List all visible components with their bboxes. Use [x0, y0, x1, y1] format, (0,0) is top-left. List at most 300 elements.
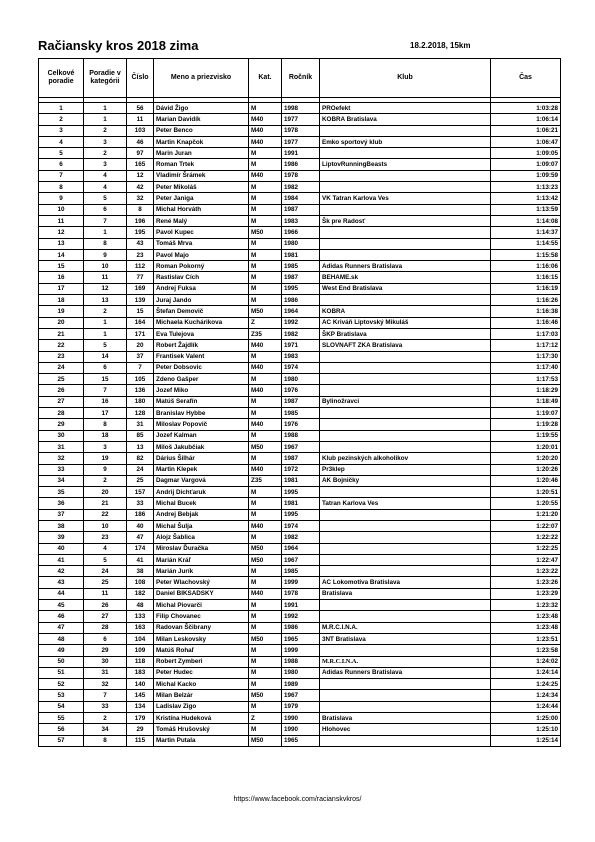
cell-bib-number: 20	[127, 340, 154, 351]
table-row	[39, 566, 561, 577]
cell-runner-name: Andrej Bebjak	[154, 509, 249, 520]
cell-runner-name: Robert Žajdlík	[154, 340, 249, 351]
cell-category: M40	[249, 125, 282, 136]
cell-finish-time: 1:23:58	[491, 645, 561, 656]
table-row	[39, 204, 561, 215]
table-row	[39, 713, 561, 724]
cell-birth-year: 1987	[282, 272, 320, 283]
cell-overall-rank: 51	[39, 667, 84, 678]
table-row	[39, 125, 561, 136]
cell-birth-year: 1977	[282, 136, 320, 147]
cell-overall-rank: 13	[39, 238, 84, 249]
cell-finish-time: 1:03:28	[491, 103, 561, 114]
table-row	[39, 453, 561, 464]
table-row	[39, 295, 561, 306]
cell-category-rank: 15	[84, 374, 127, 385]
table-row	[39, 272, 561, 283]
cell-runner-name: Andrej Fuksa	[154, 283, 249, 294]
table-row	[39, 306, 561, 317]
cell-runner-name: Rastislav Cích	[154, 272, 249, 283]
cell-club: Emko sportový klub	[320, 136, 491, 147]
cell-category-rank: 24	[84, 566, 127, 577]
cell-overall-rank: 23	[39, 351, 84, 362]
cell-club	[320, 487, 491, 498]
cell-bib-number: 41	[127, 554, 154, 565]
cell-bib-number: 11	[127, 114, 154, 125]
cell-bib-number: 31	[127, 419, 154, 430]
cell-finish-time: 1:23:26	[491, 577, 561, 588]
cell-overall-rank: 11	[39, 215, 84, 226]
cell-category-rank: 2	[84, 713, 127, 724]
cell-category-rank: 20	[84, 487, 127, 498]
cell-category: M	[249, 656, 282, 667]
cell-runner-name: Martin Putala	[154, 735, 249, 746]
cell-category-rank: 12	[84, 283, 127, 294]
cell-birth-year: 1978	[282, 170, 320, 181]
cell-category: M	[249, 509, 282, 520]
cell-category-rank: 8	[84, 735, 127, 746]
cell-category: M	[249, 679, 282, 690]
cell-club	[320, 690, 491, 701]
cell-finish-time: 1:13:42	[491, 193, 561, 204]
cell-birth-year: 1982	[282, 532, 320, 543]
column-header-category-rank: Poradie v kategórii	[84, 59, 127, 98]
cell-finish-time: 1:24:25	[491, 679, 561, 690]
cell-club: AK Bojničky	[320, 475, 491, 486]
table-row	[39, 362, 561, 373]
cell-birth-year: 1987	[282, 204, 320, 215]
cell-overall-rank: 9	[39, 193, 84, 204]
cell-overall-rank: 20	[39, 317, 84, 328]
cell-overall-rank: 14	[39, 249, 84, 260]
cell-bib-number: 13	[127, 441, 154, 452]
cell-overall-rank: 26	[39, 385, 84, 396]
cell-bib-number: 179	[127, 713, 154, 724]
cell-category: M	[249, 408, 282, 419]
cell-birth-year: 1990	[282, 713, 320, 724]
table-row	[39, 317, 561, 328]
cell-finish-time: 1:14:37	[491, 227, 561, 238]
cell-bib-number: 37	[127, 351, 154, 362]
cell-finish-time: 1:23:51	[491, 633, 561, 644]
cell-category-rank: 27	[84, 611, 127, 622]
cell-birth-year: 1989	[282, 679, 320, 690]
cell-birth-year: 1984	[282, 193, 320, 204]
cell-overall-rank: 47	[39, 622, 84, 633]
table-row	[39, 227, 561, 238]
table-row	[39, 193, 561, 204]
cell-finish-time: 1:17:12	[491, 340, 561, 351]
column-header-bib-number: Číslo	[127, 59, 154, 98]
cell-runner-name: Jozef Kalman	[154, 430, 249, 441]
table-row	[39, 441, 561, 452]
cell-category-rank: 1	[84, 103, 127, 114]
table-row	[39, 554, 561, 565]
cell-club	[320, 351, 491, 362]
cell-bib-number: 134	[127, 701, 154, 712]
cell-runner-name: Peter Benco	[154, 125, 249, 136]
cell-finish-time: 1:09:59	[491, 170, 561, 181]
cell-category-rank: 33	[84, 701, 127, 712]
cell-overall-rank: 29	[39, 419, 84, 430]
cell-birth-year: 1988	[282, 656, 320, 667]
cell-club	[320, 238, 491, 249]
cell-club: Pr3klep	[320, 464, 491, 475]
cell-category: M50	[249, 306, 282, 317]
cell-overall-rank: 52	[39, 679, 84, 690]
cell-finish-time: 1:20:20	[491, 453, 561, 464]
cell-finish-time: 1:24:34	[491, 690, 561, 701]
table-row	[39, 408, 561, 419]
cell-bib-number: 24	[127, 464, 154, 475]
cell-category-rank: 5	[84, 340, 127, 351]
cell-bib-number: 48	[127, 600, 154, 611]
table-row	[39, 690, 561, 701]
cell-club	[320, 362, 491, 373]
cell-category: M40	[249, 385, 282, 396]
cell-club: Klub pezinských alkoholikov	[320, 453, 491, 464]
cell-category: M	[249, 566, 282, 577]
cell-category: M	[249, 724, 282, 735]
cell-club: KOBRA Bratislava	[320, 114, 491, 125]
cell-category: M	[249, 498, 282, 509]
table-row	[39, 600, 561, 611]
cell-category: M50	[249, 227, 282, 238]
cell-category: M	[249, 611, 282, 622]
cell-runner-name: Alojz Šablica	[154, 532, 249, 543]
cell-club	[320, 249, 491, 260]
cell-birth-year: 1978	[282, 588, 320, 599]
cell-finish-time: 1:19:28	[491, 419, 561, 430]
cell-category: M	[249, 622, 282, 633]
cell-runner-name: Marin Juran	[154, 148, 249, 159]
cell-overall-rank: 22	[39, 340, 84, 351]
cell-bib-number: 171	[127, 328, 154, 339]
cell-category-rank: 1	[84, 328, 127, 339]
cell-category: M	[249, 600, 282, 611]
table-row	[39, 735, 561, 746]
cell-bib-number: 180	[127, 396, 154, 407]
cell-birth-year: 1976	[282, 385, 320, 396]
cell-birth-year: 1965	[282, 633, 320, 644]
header-row	[39, 59, 561, 98]
cell-overall-rank: 17	[39, 283, 84, 294]
footer-link[interactable]: https://www.facebook.com/racianskvkros/	[233, 796, 362, 803]
cell-overall-rank: 21	[39, 328, 84, 339]
cell-bib-number: 29	[127, 724, 154, 735]
table-row	[39, 136, 561, 147]
cell-overall-rank: 43	[39, 577, 84, 588]
cell-club: West End Bratislava	[320, 283, 491, 294]
cell-club: Hlohovec	[320, 724, 491, 735]
cell-category-rank: 2	[84, 148, 127, 159]
cell-bib-number: 186	[127, 509, 154, 520]
cell-finish-time: 1:25:10	[491, 724, 561, 735]
cell-overall-rank: 34	[39, 475, 84, 486]
cell-birth-year: 1981	[282, 249, 320, 260]
cell-runner-name: Zdeno Gašper	[154, 374, 249, 385]
cell-runner-name: Andrij Dichťaruk	[154, 487, 249, 498]
cell-bib-number: 133	[127, 611, 154, 622]
cell-category: M	[249, 261, 282, 272]
cell-birth-year: 1995	[282, 487, 320, 498]
cell-overall-rank: 16	[39, 272, 84, 283]
cell-category-rank: 19	[84, 453, 127, 464]
column-header-category: Kat.	[249, 59, 282, 98]
table-row	[39, 238, 561, 249]
cell-category: M	[249, 283, 282, 294]
cell-category-rank: 1	[84, 227, 127, 238]
cell-club: VK Tatran Karlova Ves	[320, 193, 491, 204]
cell-category-rank: 6	[84, 362, 127, 373]
table-row	[39, 249, 561, 260]
cell-finish-time: 1:16:38	[491, 306, 561, 317]
cell-overall-rank: 56	[39, 724, 84, 735]
cell-category-rank: 4	[84, 170, 127, 181]
cell-category-rank: 18	[84, 430, 127, 441]
cell-club	[320, 509, 491, 520]
cell-category: M40	[249, 464, 282, 475]
cell-overall-rank: 35	[39, 487, 84, 498]
cell-bib-number: 108	[127, 577, 154, 588]
cell-club: AC Lokomotiva Bratislava	[320, 577, 491, 588]
cell-category-rank: 23	[84, 532, 127, 543]
table-row	[39, 701, 561, 712]
cell-overall-rank: 39	[39, 532, 84, 543]
cell-birth-year: 1981	[282, 498, 320, 509]
cell-bib-number: 182	[127, 588, 154, 599]
cell-finish-time: 1:22:07	[491, 520, 561, 531]
table-row	[39, 114, 561, 125]
cell-category: M40	[249, 170, 282, 181]
cell-finish-time: 1:20:55	[491, 498, 561, 509]
cell-finish-time: 1:22:47	[491, 554, 561, 565]
cell-birth-year: 1986	[282, 622, 320, 633]
table-row	[39, 430, 561, 441]
cell-category: M	[249, 351, 282, 362]
cell-birth-year: 1982	[282, 328, 320, 339]
cell-bib-number: 169	[127, 283, 154, 294]
cell-finish-time: 1:06:14	[491, 114, 561, 125]
cell-club	[320, 645, 491, 656]
table-row	[39, 679, 561, 690]
cell-birth-year: 1967	[282, 554, 320, 565]
cell-runner-name: Roman Trtek	[154, 159, 249, 170]
cell-category: M	[249, 667, 282, 678]
cell-overall-rank: 36	[39, 498, 84, 509]
cell-category-rank: 22	[84, 509, 127, 520]
cell-runner-name: Milan Leskovsky	[154, 633, 249, 644]
cell-club	[320, 419, 491, 430]
cell-category: M40	[249, 419, 282, 430]
cell-overall-rank: 54	[39, 701, 84, 712]
cell-club: Adidas Runners Bratislava	[320, 667, 491, 678]
cell-category-rank: 6	[84, 633, 127, 644]
cell-category: M	[249, 272, 282, 283]
cell-bib-number: 183	[127, 667, 154, 678]
cell-category: M	[249, 577, 282, 588]
cell-overall-rank: 6	[39, 159, 84, 170]
cell-category: Z35	[249, 328, 282, 339]
cell-finish-time: 1:15:58	[491, 249, 561, 260]
cell-birth-year: 1986	[282, 295, 320, 306]
cell-finish-time: 1:09:05	[491, 148, 561, 159]
cell-runner-name: Ladislav Zigo	[154, 701, 249, 712]
cell-birth-year: 1987	[282, 453, 320, 464]
cell-club	[320, 600, 491, 611]
cell-club	[320, 170, 491, 181]
cell-category-rank: 5	[84, 554, 127, 565]
cell-bib-number: 42	[127, 182, 154, 193]
cell-bib-number: 47	[127, 532, 154, 543]
cell-category-rank: 9	[84, 464, 127, 475]
cell-club: M.R.C.I.N.A.	[320, 622, 491, 633]
cell-category-rank: 3	[84, 136, 127, 147]
cell-runner-name: Tomáš Mrva	[154, 238, 249, 249]
cell-birth-year: 1985	[282, 408, 320, 419]
cell-overall-rank: 2	[39, 114, 84, 125]
cell-category-rank: 1	[84, 317, 127, 328]
cell-finish-time: 1:21:20	[491, 509, 561, 520]
cell-runner-name: Marián Jurík	[154, 566, 249, 577]
cell-club	[320, 554, 491, 565]
cell-birth-year: 1982	[282, 182, 320, 193]
cell-birth-year: 1976	[282, 419, 320, 430]
cell-bib-number: 32	[127, 193, 154, 204]
table-row	[39, 724, 561, 735]
cell-category-rank: 32	[84, 679, 127, 690]
cell-overall-rank: 25	[39, 374, 84, 385]
cell-overall-rank: 24	[39, 362, 84, 373]
cell-category-rank: 8	[84, 238, 127, 249]
cell-finish-time: 1:22:25	[491, 543, 561, 554]
cell-category-rank: 30	[84, 656, 127, 667]
table-row	[39, 656, 561, 667]
table-row	[39, 645, 561, 656]
cell-category: M	[249, 532, 282, 543]
table-row	[39, 148, 561, 159]
cell-club	[320, 611, 491, 622]
cell-category-rank: 34	[84, 724, 127, 735]
cell-club	[320, 385, 491, 396]
cell-bib-number: 136	[127, 385, 154, 396]
cell-birth-year: 1985	[282, 261, 320, 272]
cell-bib-number: 140	[127, 679, 154, 690]
cell-bib-number: 145	[127, 690, 154, 701]
cell-category-rank: 1	[84, 114, 127, 125]
cell-club	[320, 148, 491, 159]
cell-runner-name: Jozef Miko	[154, 385, 249, 396]
cell-finish-time: 1:23:22	[491, 566, 561, 577]
cell-runner-name: Matúš Serafín	[154, 396, 249, 407]
cell-finish-time: 1:16:19	[491, 283, 561, 294]
cell-bib-number: 38	[127, 566, 154, 577]
column-header-overall-rank: Celkové poradie	[39, 59, 84, 98]
cell-category-rank: 25	[84, 577, 127, 588]
cell-runner-name: Marian Davidík	[154, 114, 249, 125]
table-row	[39, 396, 561, 407]
results-table	[38, 58, 561, 747]
cell-finish-time: 1:24:44	[491, 701, 561, 712]
cell-overall-rank: 3	[39, 125, 84, 136]
cell-overall-rank: 48	[39, 633, 84, 644]
cell-runner-name: Daniel BIKSADSKY	[154, 588, 249, 599]
cell-runner-name: Juraj Jando	[154, 295, 249, 306]
cell-category-rank: 11	[84, 272, 127, 283]
cell-category: M	[249, 645, 282, 656]
cell-runner-name: Pavol Kupec	[154, 227, 249, 238]
cell-finish-time: 1:20:01	[491, 441, 561, 452]
cell-category-rank: 2	[84, 475, 127, 486]
cell-finish-time: 1:25:14	[491, 735, 561, 746]
cell-birth-year: 1986	[282, 159, 320, 170]
cell-runner-name: Robert Zymberi	[154, 656, 249, 667]
cell-category: M40	[249, 362, 282, 373]
cell-club	[320, 204, 491, 215]
cell-overall-rank: 55	[39, 713, 84, 724]
cell-category-rank: 5	[84, 193, 127, 204]
cell-finish-time: 1:14:08	[491, 215, 561, 226]
cell-category: M50	[249, 735, 282, 746]
cell-birth-year: 1964	[282, 543, 320, 554]
cell-runner-name: Milan Belzár	[154, 690, 249, 701]
cell-runner-name: Martin Knapčok	[154, 136, 249, 147]
table-row	[39, 475, 561, 486]
cell-club: KOBRA	[320, 306, 491, 317]
cell-category-rank: 6	[84, 204, 127, 215]
cell-runner-name: Martin Klepek	[154, 464, 249, 475]
cell-category: M	[249, 238, 282, 249]
cell-bib-number: 164	[127, 317, 154, 328]
table-row	[39, 532, 561, 543]
cell-club: Šk pre Radosť	[320, 215, 491, 226]
cell-birth-year: 1985	[282, 566, 320, 577]
cell-runner-name: René Malý	[154, 215, 249, 226]
cell-runner-name: Štefan Demovič	[154, 306, 249, 317]
cell-birth-year: 1991	[282, 600, 320, 611]
cell-overall-rank: 27	[39, 396, 84, 407]
cell-runner-name: Peter Hudec	[154, 667, 249, 678]
cell-finish-time: 1:19:07	[491, 408, 561, 419]
cell-category-rank: 11	[84, 588, 127, 599]
cell-birth-year: 1980	[282, 374, 320, 385]
cell-category: M	[249, 249, 282, 260]
cell-overall-rank: 37	[39, 509, 84, 520]
cell-bib-number: 103	[127, 125, 154, 136]
cell-category: M50	[249, 441, 282, 452]
cell-club: LiptovRunningBeasts	[320, 159, 491, 170]
table-row	[39, 283, 561, 294]
cell-bib-number: 15	[127, 306, 154, 317]
cell-club: BEHAME.sk	[320, 272, 491, 283]
cell-finish-time: 1:23:29	[491, 588, 561, 599]
cell-category-rank: 4	[84, 543, 127, 554]
cell-finish-time: 1:23:32	[491, 600, 561, 611]
cell-birth-year: 1966	[282, 227, 320, 238]
cell-overall-rank: 42	[39, 566, 84, 577]
table-row	[39, 509, 561, 520]
cell-runner-name: Roman Pokorný	[154, 261, 249, 272]
cell-bib-number: 12	[127, 170, 154, 181]
cell-category: M40	[249, 520, 282, 531]
cell-runner-name: Michal Šulja	[154, 520, 249, 531]
cell-overall-rank: 18	[39, 295, 84, 306]
cell-category-rank: 3	[84, 159, 127, 170]
cell-category-rank: 9	[84, 249, 127, 260]
cell-finish-time: 1:25:00	[491, 713, 561, 724]
cell-overall-rank: 41	[39, 554, 84, 565]
cell-club: 3NT Bratislava	[320, 633, 491, 644]
